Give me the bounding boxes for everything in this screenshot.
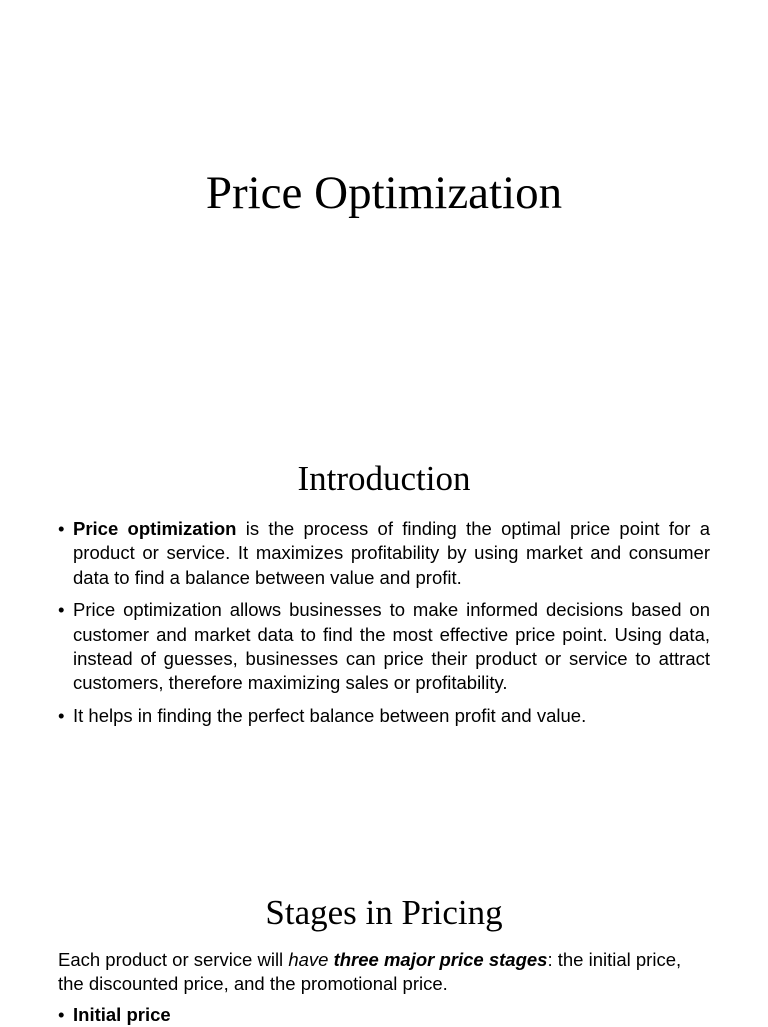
list-item-text: It helps in finding the perfect balance between profit and value.: [73, 704, 587, 726]
list-item: [58, 517, 710, 590]
bullet-icon: •: [58, 518, 65, 539]
list-item: [58, 704, 710, 728]
italic-text: have: [288, 949, 329, 970]
list-item: [58, 598, 710, 696]
bold-term: Price optimization: [73, 518, 237, 539]
paragraph-text: : the initial price, the discounted price, and the promotional price.: [58, 949, 682, 995]
section-heading-stages: Stages in Pricing: [265, 893, 503, 932]
paragraph-text: Each product or service will: [58, 949, 289, 970]
introduction-bullet-list: [58, 517, 710, 736]
stages-paragraph: [58, 948, 710, 997]
stages-bullet-list: [58, 1003, 710, 1027]
list-item-text: is the process of finding the optimal price point for a product or service. It maximizes profitability by using market and consumer data to find a balance between value and profit.: [73, 518, 710, 588]
list-item-text: Price optimization allows businesses to make informed decisions based on customer and market data to find the most effective price point. Using data, instead of guesses, businesses can price their product or service to attract customers, therefore maximizing sales or profitability.: [73, 599, 710, 694]
bullet-icon: •: [58, 704, 65, 726]
bold-italic-text: three major price stages: [333, 949, 548, 970]
list-item: [58, 1003, 710, 1027]
bold-term: Initial price: [73, 1004, 171, 1025]
bullet-icon: •: [58, 1004, 65, 1025]
page-title: Price Optimization: [205, 167, 563, 219]
section-heading-introduction: Introduction: [297, 459, 471, 498]
bullet-icon: •: [58, 599, 65, 621]
